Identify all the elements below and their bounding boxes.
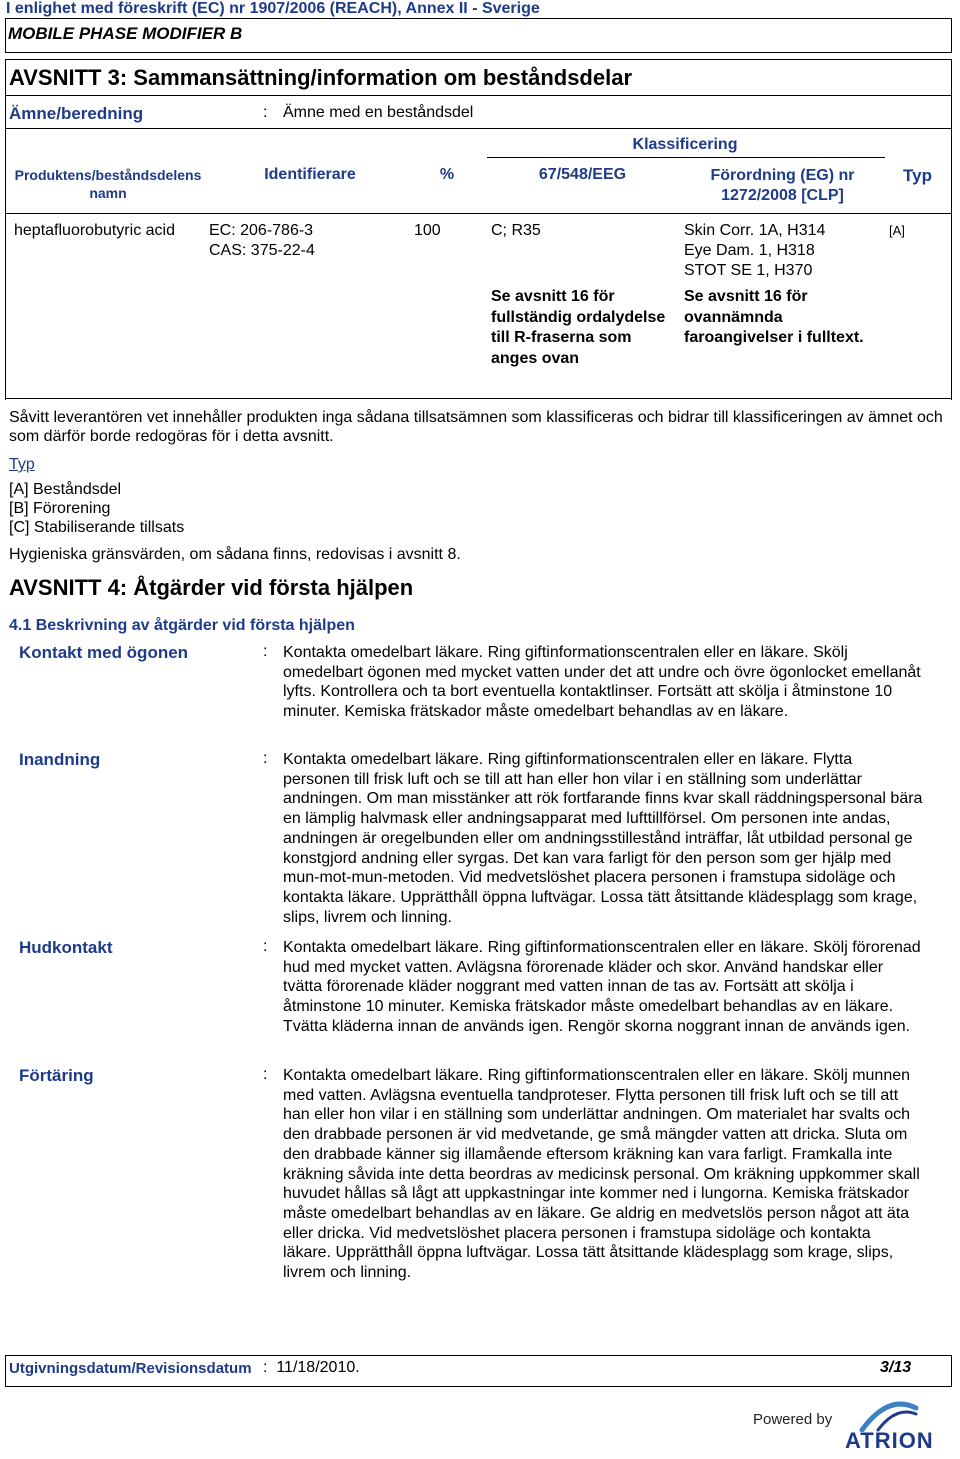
section4-subtitle: 4.1 Beskrivning av åtgärder vid första hjälpen xyxy=(9,617,355,634)
row-eec-note: Se avsnitt 16 för fullständig ordalydelse till R-fraserna som anges ovan xyxy=(491,288,666,368)
row-clp-3: STOT SE 1, H370 xyxy=(684,262,813,279)
row-eec: C; R35 xyxy=(491,222,541,239)
supplier-note: Såvitt leverantören vet innehåller produkten inga sådana tillsatsämnen som klassificeras och bidrar till klassificeringen av ämnet och som därför borde redogöras för i detta avsnitt. xyxy=(9,409,943,445)
footer-date-label: Utgivningsdatum/Revisionsdatum xyxy=(9,1360,252,1377)
type-c: [C] Stabiliserande tillsats xyxy=(9,519,185,536)
column-name: Produktens/beståndsdelens namn xyxy=(14,167,202,201)
row-clp-1: Skin Corr. 1A, H314 xyxy=(684,222,826,239)
row-cas: CAS: 375-22-4 xyxy=(209,242,315,259)
eyes-text: Kontakta omedelbart läkare. Ring giftinformationscentralen eller en läkare. Skölj omedelbart ögonen med mycket vatten under det att undre och övre ögonlocket emellanåt lyfts. Kontrollera och ta bort eventuella kontaktlinser. Fortsätt att skölja i åtminstone 10 minuter. Kemiska frätskador måste omedelbart behandlas av en läkare. xyxy=(283,644,921,721)
skin-colon: : xyxy=(263,938,268,955)
product-name: MOBILE PHASE MODIFIER B xyxy=(8,24,243,43)
inhalation-label: Inandning xyxy=(19,750,101,769)
skin-text: Kontakta omedelbart läkare. Ring giftinformationscentralen eller en läkare. Skölj förorenad hud med mycket vatten. Avlägsna förorenade kläder och skor. Använd handskar eller tvätta förorenade kläder noggrant med vatten innan de tas av. Fortsätt att skölja i åtminstone 10 minuter. Kemiska frätskador måste omedelbart behandlas av en läkare. Tvätta kläderna innan de används igen. Rengör skorna noggrant innan de används igen. xyxy=(283,939,921,1035)
footer-date xyxy=(263,1359,360,1377)
column-eec: 67/548/EEG xyxy=(538,166,627,183)
footer-colon: : xyxy=(263,1359,268,1376)
table-top-rule xyxy=(5,128,952,129)
row-clp-note: Se avsnitt 16 för ovannämnda faroangivelser i fulltext. xyxy=(684,288,864,347)
substance-label: Ämne/beredning xyxy=(9,104,144,123)
section3-title-rule xyxy=(5,95,952,96)
footer-date-value: 11/18/2010. xyxy=(276,1359,360,1376)
row-percent: 100 xyxy=(414,222,441,239)
inhalation-text: Kontakta omedelbart läkare. Ring giftinformationscentralen eller en läkare. Flytta personen till frisk luft och se till att han eller hon vilar i en ställning som underlättar andningen. Om man misstänker att rök fortfarande finns kvar skall räddningspersonal bära en lämplig halvmask eller andningsapparat med lufttillförsel. Om personen inte andas, andningen är oregelbunden eller om andningsstillestånd inträffar, låt utbildad personal ge konstgjord andning eller syrgas. Det kan vara farligt för den person som ger hjälp med mun-mot-mun-metoden. Vid medvetslöshet placera personen i framstupa sidoläge och kontakta läkare. Upprätthåll öppna luftvägar. Lossa tätt åtsittande klädesplagg som krage, slips, livrem och linning. xyxy=(283,751,923,926)
classification-rule xyxy=(487,157,885,158)
type-a: [A] Beståndsdel xyxy=(9,481,122,498)
column-clp: Förordning (EG) nr 1272/2008 [CLP] xyxy=(710,167,855,204)
type-b: [B] Förorening xyxy=(9,500,111,517)
inhalation-colon: : xyxy=(263,750,268,767)
table-header-rule xyxy=(5,213,952,214)
classification-heading: Klassificering xyxy=(632,136,738,153)
ingestion-text: Kontakta omedelbart läkare. Ring giftinformationscentralen eller en läkare. Skölj munnen med vatten. Avlägsna eventuella tandproteser. Flytta personen till frisk luft och se till att han eller hon vilar i en ställning som underlättar andningen. Om materialet har svalts och den drabbade personen är vid medvetande, ge små mängder vatten att dricka. Sluta om den drabbade känner sig illamående eftersom kräkning kan vara farligt. Framkalla inte kräkning såvida inte detta beordras av medicinsk personal. Om kräkning uppkommer skall huvudet hållas så lågt att uppkastningar inte kommer ned i lungorna. Kemiska frätskador måste omedelbart behandlas av en läkare. Ge aldrig en medvetslös person något att äta eller dricka. Vid medvetslöshet placera personen i framstupa sidoläge och kontakta läkare. Upprätthåll öppna luftvägar. Lossa tätt åtsittande klädesplagg som krage, slips, livrem och linning. xyxy=(283,1067,920,1282)
column-type: Typ xyxy=(903,166,932,185)
row-name: heptafluorobutyric acid xyxy=(14,222,175,239)
atrion-brand: ATRION xyxy=(845,1428,934,1453)
page-number: 3/13 xyxy=(880,1359,912,1376)
table-bottom-rule xyxy=(5,398,952,399)
section3-title: AVSNITT 3: Sammansättning/information om beståndsdelar xyxy=(9,65,633,90)
ingestion-label: Förtäring xyxy=(19,1066,94,1085)
hygiene-note: Hygieniska gränsvärden, om sådana finns, redovisas i avsnitt 8. xyxy=(9,546,461,563)
column-identifier: Identifierare xyxy=(264,166,356,183)
column-percent: % xyxy=(439,166,455,183)
row-type: [A] xyxy=(889,223,905,238)
substance-colon: : xyxy=(263,104,268,121)
regulation-header: I enlighet med föreskrift (EC) nr 1907/2006 (REACH), Annex II - Sverige xyxy=(6,0,540,17)
eyes-colon: : xyxy=(263,643,268,660)
ingestion-colon: : xyxy=(263,1066,268,1083)
type-heading: Typ xyxy=(9,456,35,473)
row-clp-2: Eye Dam. 1, H318 xyxy=(684,242,815,259)
skin-label: Hudkontakt xyxy=(19,938,113,957)
row-ec: EC: 206-786-3 xyxy=(209,222,314,239)
powered-by-text: Powered by xyxy=(753,1411,833,1428)
section4-title: AVSNITT 4: Åtgärder vid första hjälpen xyxy=(9,575,414,600)
eyes-label: Kontakt med ögonen xyxy=(19,643,189,662)
substance-value: Ämne med en beståndsdel xyxy=(283,104,474,121)
